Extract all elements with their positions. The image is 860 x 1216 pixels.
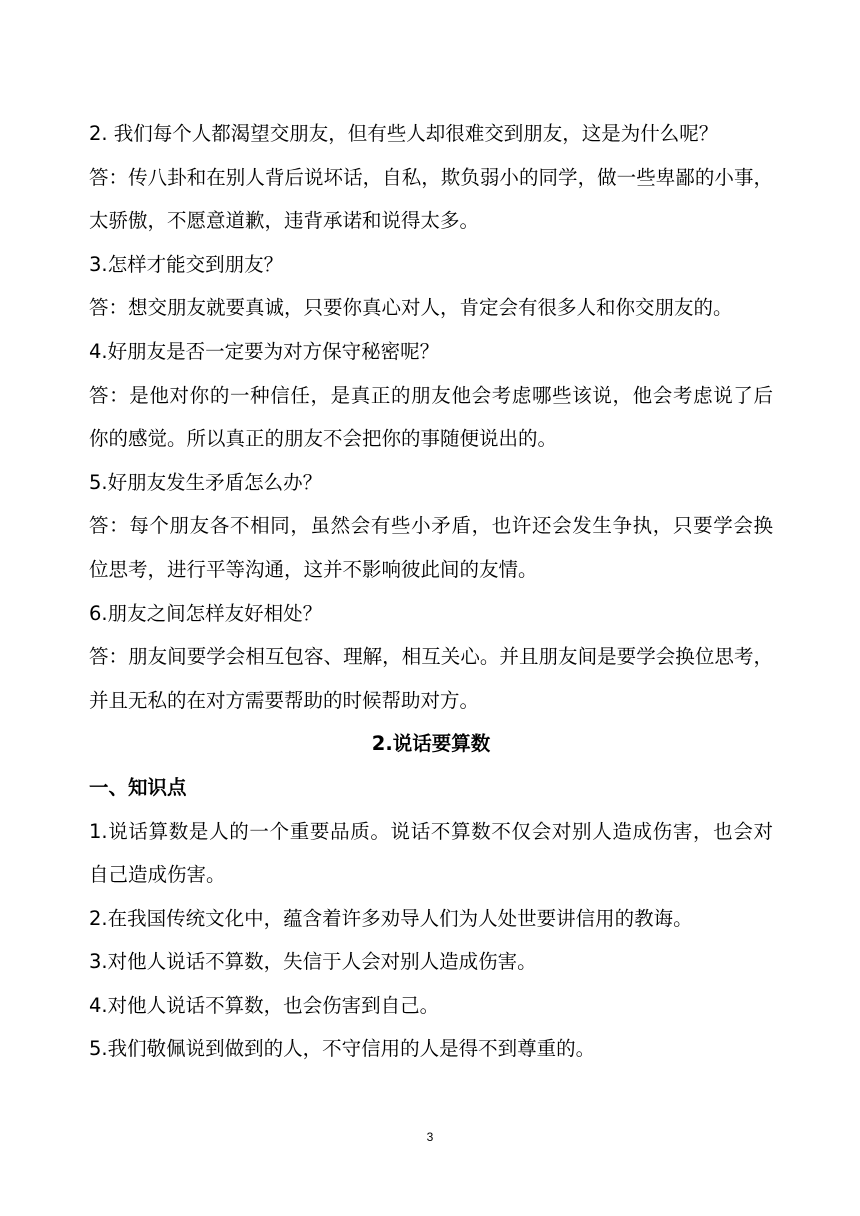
question-3: 3.怎样才能交到朋友？ — [89, 252, 284, 276]
point-1-line-1: 1.说话算数是人的一个重要品质。说话不算数不仅会对别人造成伤害，也会对 — [89, 819, 773, 843]
answer-2-line-1: 答：传八卦和在别人背后说坏话，自私，欺负弱小的同学，做一些卑鄙的小事， — [89, 165, 773, 189]
section-heading: 一、知识点 — [89, 775, 187, 799]
answer-5-line-1: 答：每个朋友各不相同，虽然会有些小矛盾，也许还会发生争执，只要学会换 — [89, 514, 773, 538]
answer-6-line-2: 并且无私的在对方需要帮助的时候帮助对方。 — [89, 688, 480, 712]
answer-3: 答：想交朋友就要真诚，只要你真心对人，肯定会有很多人和你交朋友的。 — [89, 296, 733, 320]
lesson-title: 2.说话要算数 — [371, 732, 491, 756]
point-1-line-2: 自己造成伤害。 — [89, 863, 226, 887]
page-body — [89, 112, 773, 1071]
question-4: 4.好朋友是否一定要为对方保守秘密呢？ — [89, 339, 440, 363]
question-2: 2. 我们每个人都渴望交朋友，但有些人却很难交到朋友，这是为什么呢？ — [89, 122, 719, 145]
page-number: 3 — [426, 1130, 434, 1144]
point-2: 2.在我国传统文化中，蕴含着许多劝导人们为人处世要讲信用的教诲。 — [89, 906, 693, 930]
question-6: 6.朋友之间怎样友好相处？ — [89, 601, 323, 625]
point-5: 5.我们敬佩说到做到的人，不守信用的人是得不到尊重的。 — [89, 1037, 596, 1061]
point-3: 3.对他人说话不算数，失信于人会对别人造成伤害。 — [89, 950, 537, 974]
point-4: 4.对他人说话不算数，也会伤害到自己。 — [89, 993, 440, 1017]
answer-2-line-2: 太骄傲，不愿意道歉，违背承诺和说得太多。 — [89, 209, 480, 233]
answer-5-line-2: 位思考，进行平等沟通，这并不影响彼此间的友情。 — [89, 557, 538, 581]
answer-4-line-1: 答：是他对你的一种信任，是真正的朋友他会考虑哪些该说，他会考虑说了后 — [89, 383, 773, 407]
question-5: 5.好朋友发生矛盾怎么办？ — [89, 470, 323, 494]
answer-4-line-2: 你的感觉。所以真正的朋友不会把你的事随便说出的。 — [89, 427, 558, 451]
answer-6-line-1: 答：朋友间要学会相互包容、理解，相互关心。并且朋友间是要学会换位思考， — [89, 645, 773, 669]
